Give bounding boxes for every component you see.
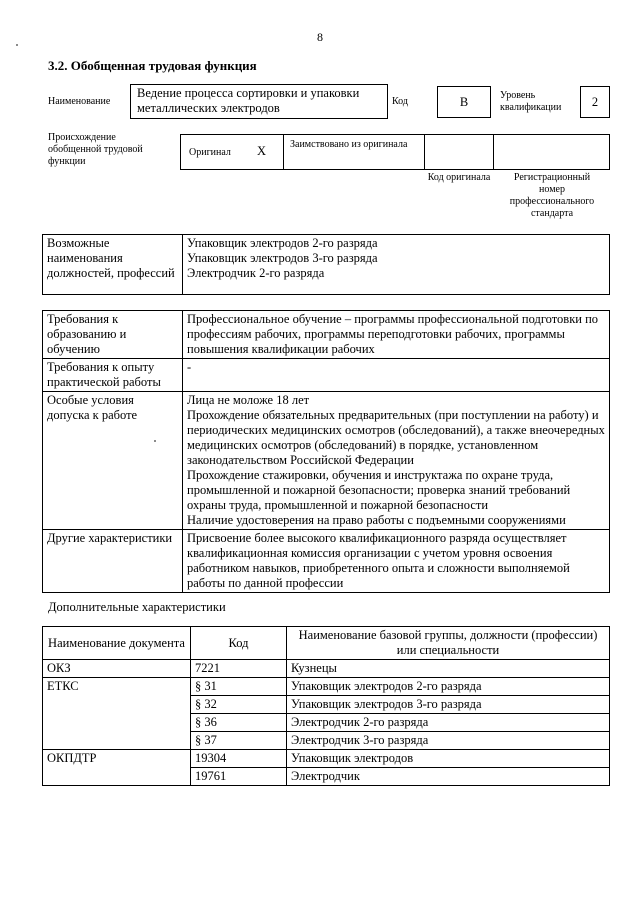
table-row: [43, 678, 610, 696]
code-label: Код: [392, 96, 408, 107]
original-mark: X: [257, 144, 267, 158]
positions-row: [43, 235, 610, 295]
requirement-label: Другие характеристики: [43, 530, 183, 593]
cell-name: Электродчик 2-го разряда: [287, 714, 610, 732]
table-row: [43, 660, 610, 678]
cell-name: Упаковщик электродов: [287, 750, 610, 768]
cell-code: 19761: [191, 768, 287, 786]
column-header-name: Наименование базовой группы, должности (профессии) или специальности: [287, 627, 610, 660]
positions-label: Возможные наименования должностей, профессий: [43, 235, 183, 295]
cell-code: § 37: [191, 732, 287, 750]
reg-number-box: [493, 134, 610, 170]
cell-code: 19304: [191, 750, 287, 768]
cell-name: Электродчик 3-го разряда: [287, 732, 610, 750]
positions-table: [42, 234, 610, 295]
requirement-line: Прохождение обязательных предварительных (при поступлении на работу) и периодических медицинских осмотров (обследований), а также внеочередных медицинских осмотров (обследований) в порядке, установленном законодательством Российской Федерации: [187, 408, 605, 467]
requirement-row-other: [43, 530, 610, 593]
column-header-code: Код: [191, 627, 287, 660]
code-original-label: Код оригинала: [427, 172, 491, 183]
position-item: Упаковщик электродов 2-го разряда: [187, 236, 378, 250]
requirement-label: Требования к образованию и обучению: [43, 311, 183, 359]
cell-code: § 36: [191, 714, 287, 732]
scan-speck: [154, 440, 156, 442]
cell-code: § 31: [191, 678, 287, 696]
cell-doc: ОКПДТР: [43, 750, 191, 786]
cell-code: 7221: [191, 660, 287, 678]
cell-name: Упаковщик электродов 2-го разряда: [287, 678, 610, 696]
page-number: 8: [317, 30, 323, 44]
borrowed-label: Заимствовано из оригинала: [290, 139, 408, 150]
original-box: [180, 134, 284, 170]
requirement-text: Профессиональное обучение – программы профессиональной подготовки по профессиям рабочих, программы переподготовки рабочих, программы повышения квалификации рабочих: [183, 311, 610, 359]
requirement-label: Требования к опыту практической работы: [43, 359, 183, 392]
cell-name: Кузнецы: [287, 660, 610, 678]
name-value: Ведение процесса сортировки и упаковки металлических электродов: [137, 86, 360, 115]
origin-label: Происхождение обобщенной трудовой функции: [48, 132, 143, 167]
additional-table: [42, 626, 610, 786]
borrowed-box: [283, 134, 425, 170]
cell-doc: ОКЗ: [43, 660, 191, 678]
column-header-document: Наименование документа: [43, 627, 191, 660]
table-row: [43, 750, 610, 768]
name-label: Наименование: [48, 96, 111, 107]
positions-values: [183, 235, 610, 295]
requirement-label: Особые условия допуска к работе: [43, 392, 183, 530]
cell-code: § 32: [191, 696, 287, 714]
level-label: Уровень квалификации: [500, 90, 562, 113]
code-original-box: [424, 134, 494, 170]
requirement-row-experience: [43, 359, 610, 392]
position-item: Упаковщик электродов 3-го разряда: [187, 251, 378, 265]
requirement-line: Лица не моложе 18 лет: [187, 393, 310, 407]
name-value-box: [130, 84, 388, 119]
requirement-text: -: [183, 359, 610, 392]
cell-name: Электродчик: [287, 768, 610, 786]
original-label: Оригинал: [189, 147, 231, 158]
reg-number-label: Регистрационный номер профессионального стандарта: [509, 172, 595, 219]
cell-name: Упаковщик электродов 3-го разряда: [287, 696, 610, 714]
section-title: 3.2. Обобщенная трудовая функция: [48, 58, 257, 73]
requirement-row-conditions: [43, 392, 610, 530]
requirements-table: [42, 310, 610, 593]
additional-title: Дополнительные характеристики: [48, 600, 226, 614]
requirement-line: Наличие удостоверения на право работы с подъемными сооружениями: [187, 513, 566, 527]
requirement-line: Прохождение стажировки, обучения и инструктажа по охране труда, промышленной и пожарной безопасности; проверка знаний требований охраны труда, промышленной и пожарной безопасности: [187, 468, 571, 512]
cell-doc: ЕТКС: [43, 678, 191, 750]
requirement-conditions-cell: [183, 392, 610, 530]
scan-speck: [16, 44, 18, 46]
additional-header-row: [43, 627, 610, 660]
requirement-text: Присвоение более высокого квалификационного разряда осуществляет квалификационная комиссия организации с учетом уровня освоения работником навыков, приобретенного опыта и сложности выполняемой работы по данной профессии: [183, 530, 610, 593]
level-value: 2: [580, 86, 610, 118]
requirement-row-education: [43, 311, 610, 359]
code-value: В: [437, 86, 491, 118]
position-item: Электродчик 2-го разряда: [187, 266, 325, 280]
